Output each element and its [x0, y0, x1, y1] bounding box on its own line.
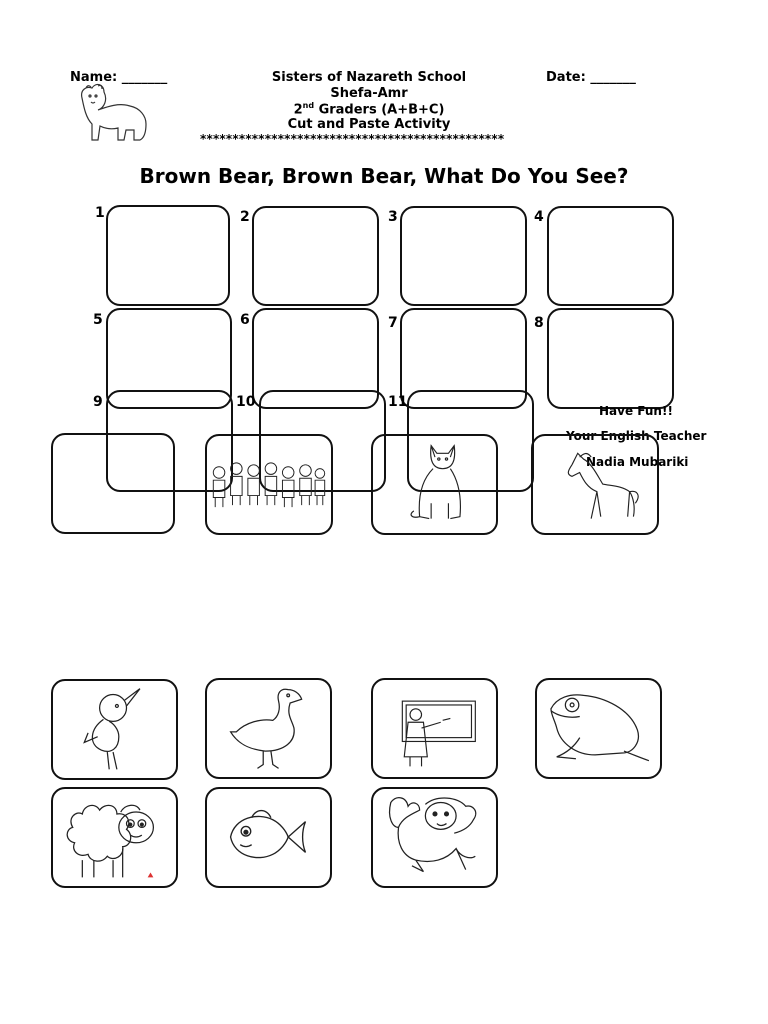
horse-icon — [533, 436, 657, 533]
grade-text: Graders (A+B+C) — [314, 102, 445, 118]
fish-icon — [207, 789, 330, 886]
grade-line — [234, 101, 504, 117]
card-duck[interactable] — [205, 678, 332, 779]
name-field-label: Name: _______ — [70, 70, 168, 85]
slot-number-5: 5 — [93, 312, 103, 328]
duck-icon — [207, 680, 330, 777]
card-teacher[interactable] — [371, 678, 498, 779]
slot-number-1: 1 — [95, 205, 105, 221]
card-bird[interactable] — [51, 679, 178, 780]
card-dog[interactable] — [371, 787, 498, 888]
sheep-icon — [53, 789, 176, 886]
slot-number-2: 2 — [240, 209, 250, 225]
slot-number-4: 4 — [534, 209, 544, 225]
card-fish[interactable] — [205, 787, 332, 888]
slot-number-10: 10 — [236, 394, 256, 410]
card-children[interactable] — [205, 434, 333, 535]
paste-slot-8[interactable] — [547, 308, 674, 409]
card-sheep[interactable] — [51, 787, 178, 888]
polar-bear-icon — [74, 78, 156, 144]
slot-number-8: 8 — [534, 315, 544, 331]
worksheet-title: Brown Bear, Brown Bear, What Do You See? — [139, 164, 629, 188]
card-frog[interactable] — [535, 678, 662, 779]
paste-slot-4[interactable] — [547, 206, 674, 306]
slot-number-9: 9 — [93, 394, 103, 410]
note-teacher-role: Your English Teacher — [566, 429, 707, 443]
frog-icon — [537, 680, 660, 777]
slot-number-6: 6 — [240, 312, 250, 328]
paste-slot-1[interactable] — [106, 205, 230, 306]
small-red-mark — [148, 873, 154, 878]
stars-divider: *********************************************** — [200, 132, 505, 146]
bird-icon — [53, 681, 176, 778]
slot-number-7: 7 — [388, 315, 398, 331]
note-teacher-name: Nadia Mubariki — [586, 455, 689, 469]
paste-slot-3[interactable] — [400, 206, 527, 306]
children-icon — [207, 436, 331, 533]
note-have-fun: Have Fun!! — [599, 404, 673, 418]
slot-number-11: 11 — [388, 394, 408, 410]
paste-slot-2[interactable] — [252, 206, 379, 306]
date-field-label: Date: _______ — [546, 70, 636, 85]
teacher-icon — [373, 680, 496, 777]
school-city: Shefa-Amr — [330, 86, 408, 101]
card-cat[interactable] — [371, 434, 498, 535]
cat-icon — [373, 436, 496, 533]
dog-icon — [373, 789, 496, 886]
activity-title: Cut and Paste Activity — [287, 117, 451, 132]
grade-suffix: nd — [302, 101, 315, 110]
slot-number-3: 3 — [388, 209, 398, 225]
school-name: Sisters of Nazareth School — [271, 70, 467, 85]
card-horse[interactable] — [531, 434, 659, 535]
grade-number: 2 — [293, 102, 303, 118]
empty-picture-card[interactable] — [51, 433, 175, 534]
